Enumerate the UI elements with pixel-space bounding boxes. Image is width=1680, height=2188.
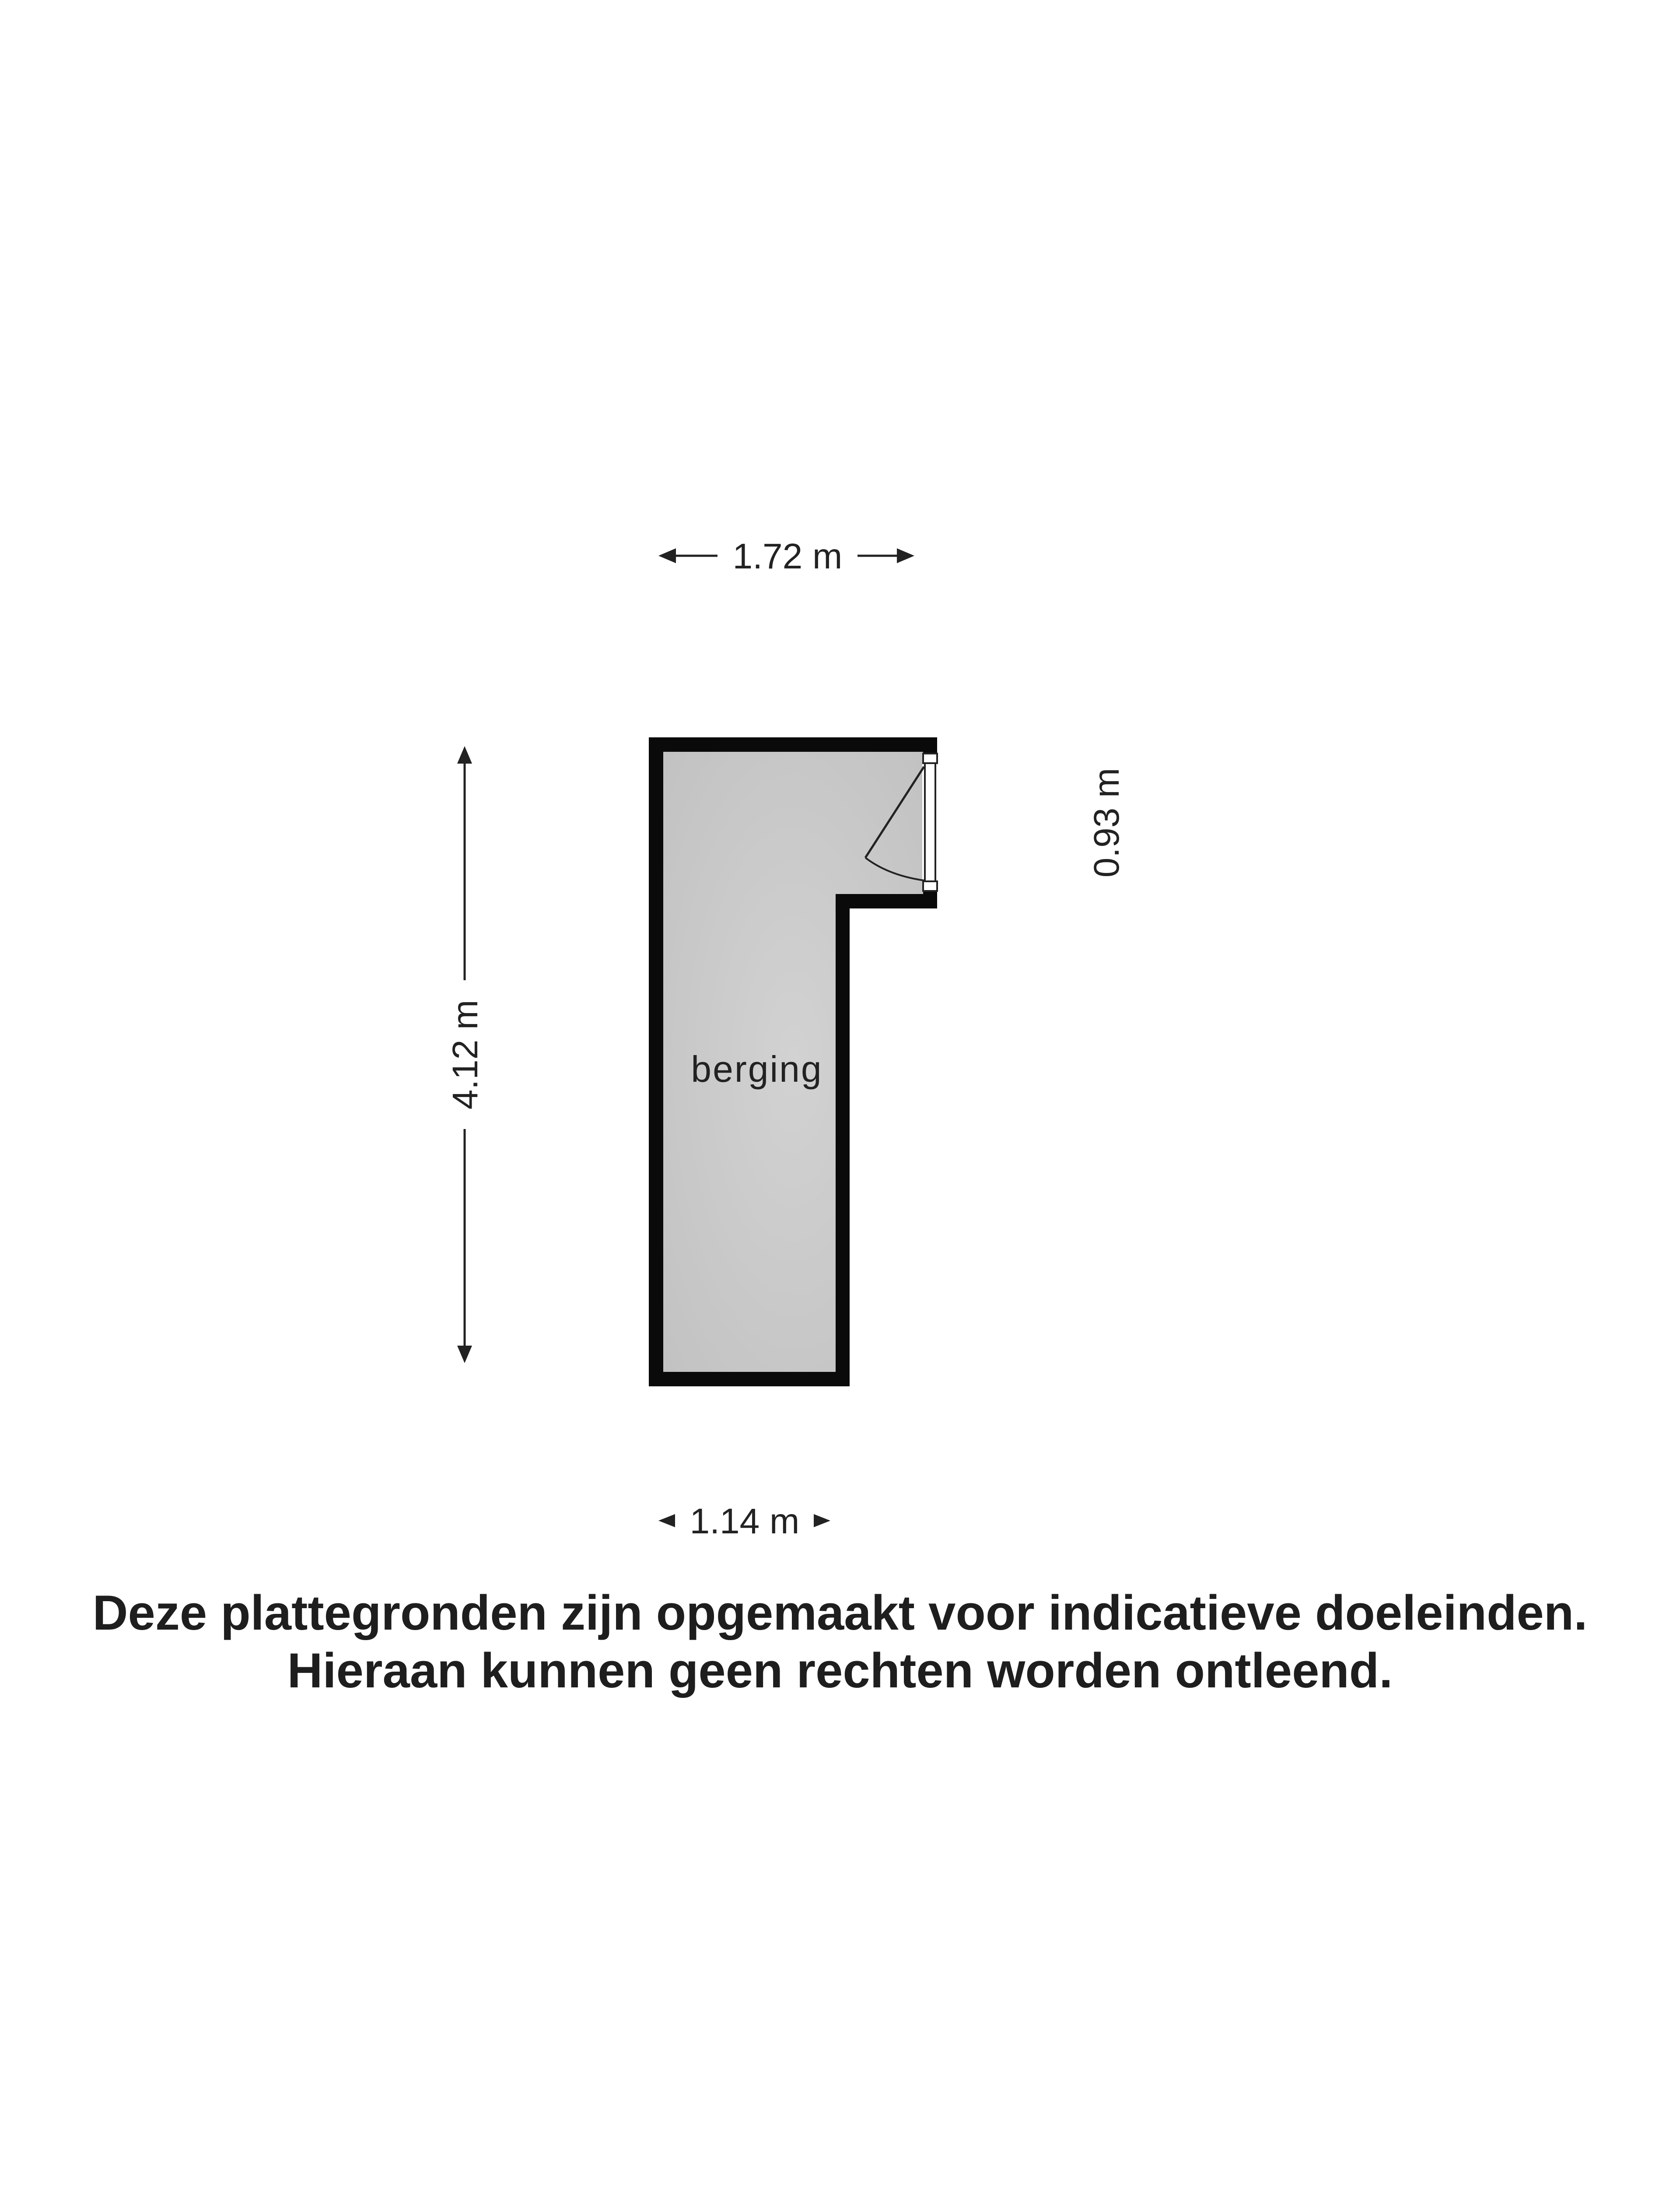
door-frame-bottom [923, 881, 937, 891]
door-frame-top [923, 754, 937, 763]
room-berging [649, 737, 938, 1386]
dimension-right-height [1087, 768, 1127, 878]
arrowhead-left [658, 548, 676, 563]
dimension-label-top: 1.72 m [732, 536, 843, 576]
dimension-label-left: 4.12 m [445, 999, 485, 1110]
arrowhead-down [457, 1346, 472, 1363]
dimension-label-bottom: 1.14 m [690, 1501, 800, 1541]
dimension-top-width [658, 536, 914, 576]
disclaimer-line-2: Hieraan kunnen geen rechten worden ontleend. [287, 1643, 1393, 1698]
room-label: berging [691, 1048, 823, 1090]
dimension-label-right: 0.93 m [1087, 768, 1127, 878]
arrowhead-up [457, 746, 472, 764]
arrowhead-left [658, 1514, 675, 1527]
dimension-bottom-width [658, 1501, 830, 1541]
arrowhead-right [814, 1514, 830, 1527]
arrowhead-right [897, 548, 914, 563]
dimension-left-height [445, 746, 485, 1363]
disclaimer-line-1: Deze plattegronden zijn opgemaakt voor indicatieve doeleinden. [92, 1585, 1588, 1640]
disclaimer [0, 1584, 1680, 1700]
